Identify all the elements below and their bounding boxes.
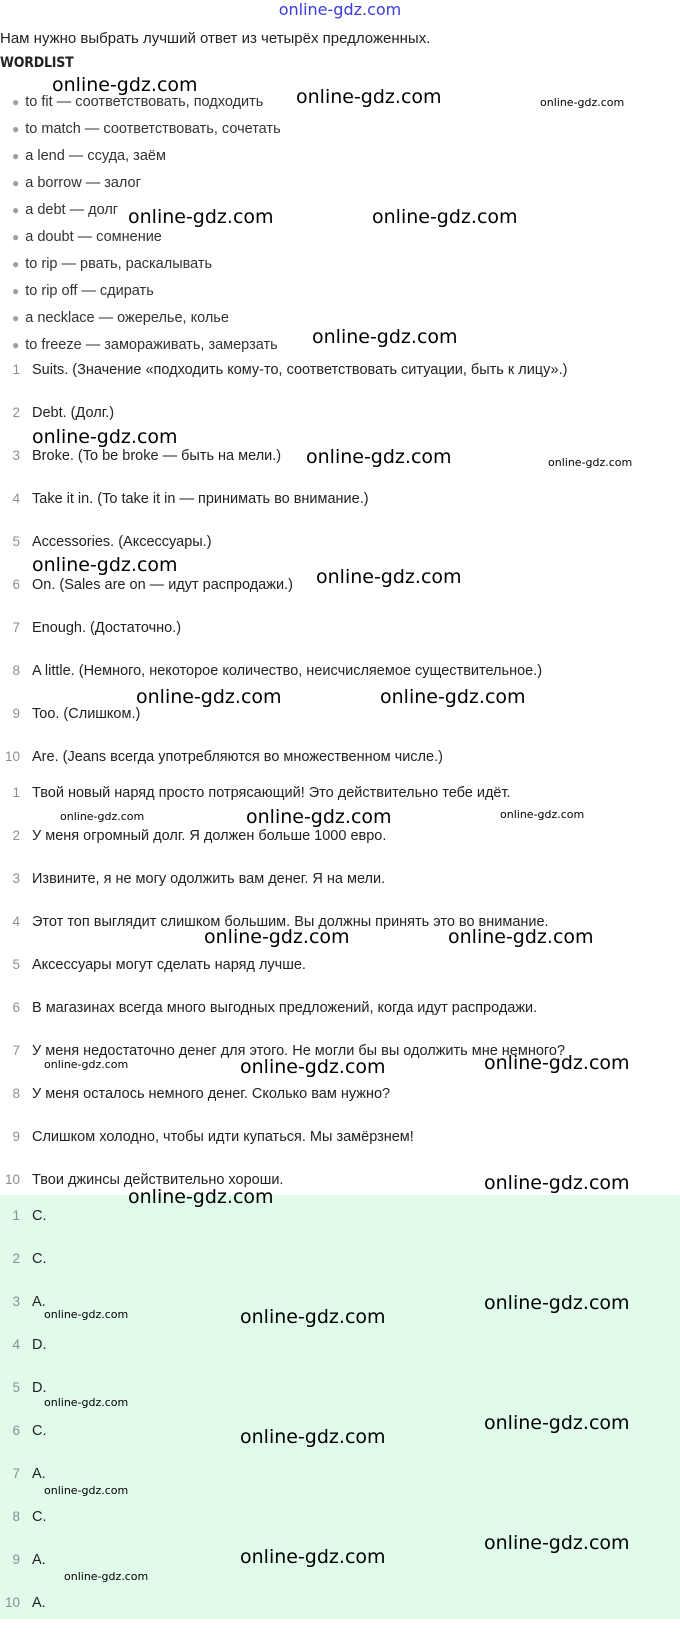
watermark: online-gdz.com bbox=[246, 806, 392, 828]
watermark: online-gdz.com bbox=[44, 1308, 129, 1321]
explanation-row: 5 Accessories. (Аксессуары.) bbox=[12, 534, 212, 550]
bullet-icon: ● bbox=[12, 203, 20, 217]
watermark: online-gdz.com bbox=[44, 1396, 129, 1409]
wordlist-item: ● a debt — долг bbox=[12, 202, 119, 218]
bullet-icon: ● bbox=[12, 176, 20, 190]
watermark: online-gdz.com bbox=[548, 456, 633, 469]
explanation-row: 4 Take it in. (To take it in — принимать во внимание.) bbox=[12, 491, 369, 507]
wordlist-item: ● to rip — рвать, раскалывать bbox=[12, 256, 213, 272]
watermark: online-gdz.com bbox=[306, 446, 452, 468]
bullet-icon: ● bbox=[12, 230, 20, 244]
translation-row: 2 У меня огромный долг. Я должен больше 1000 евро. bbox=[12, 828, 387, 844]
answer-row: 8 C. bbox=[12, 1509, 47, 1525]
explanation-row: 8 A little. (Немного, некоторое количество, неисчисляемое существительное.) bbox=[12, 663, 543, 679]
answer-row: 7 A. bbox=[12, 1466, 46, 1482]
watermark: online-gdz.com bbox=[500, 808, 585, 821]
wordlist-item: ● a necklace — ожерелье, колье bbox=[12, 310, 229, 326]
translation-row: 10 Твои джинсы действительно хороши. bbox=[4, 1172, 284, 1188]
explanation-row: 3 Broke. (To be broke — быть на мели.) bbox=[12, 448, 282, 464]
watermark: online-gdz.com bbox=[128, 206, 274, 228]
wordlist-item: ● to rip off — сдирать bbox=[12, 283, 154, 299]
translation-row: 6 В магазинах всегда много выгодных предложений, когда идут распродажи. bbox=[12, 1000, 538, 1016]
wordlist-item: ● a doubt — сомнение bbox=[12, 229, 162, 245]
bullet-icon: ● bbox=[12, 122, 20, 136]
explanation-row: 2 Debt. (Долг.) bbox=[12, 405, 115, 421]
translation-row: 7 У меня недостаточно денег для этого. Не могли бы вы одолжить мне немного? bbox=[12, 1043, 566, 1059]
watermark: online-gdz.com bbox=[312, 326, 458, 348]
bullet-icon: ● bbox=[12, 257, 20, 271]
explanation-row: 1 Suits. (Значение «подходить кому-то, соответствовать ситуации, быть к лицу».) bbox=[12, 362, 568, 378]
watermark: online-gdz.com bbox=[52, 74, 198, 96]
answer-row: 10 A. bbox=[4, 1595, 46, 1611]
intro-text: Нам нужно выбрать лучший ответ из четырёх предложенных. bbox=[0, 30, 431, 47]
translation-row: 5 Аксессуары могут сделать наряд лучше. bbox=[12, 957, 306, 973]
watermark: online-gdz.com bbox=[32, 554, 178, 576]
translation-row: 9 Слишком холодно, чтобы идти купаться. Мы замёрзнем! bbox=[12, 1129, 414, 1145]
translation-row: 8 У меня осталось немного денег. Сколько вам нужно? bbox=[12, 1086, 391, 1102]
wordlist-item: ● a lend — ссуда, заём bbox=[12, 148, 166, 164]
watermark: online-gdz.com bbox=[240, 1546, 386, 1568]
watermark: online-gdz.com bbox=[484, 1412, 630, 1434]
watermark: online-gdz.com bbox=[484, 1172, 630, 1194]
wordlist-item: ● to freeze — замораживать, замерзать bbox=[12, 337, 278, 353]
watermark: online-gdz.com bbox=[32, 426, 178, 448]
bullet-icon: ● bbox=[12, 149, 20, 163]
watermark: online-gdz.com bbox=[44, 1058, 129, 1071]
wordlist-heading: WORDLIST bbox=[0, 55, 74, 71]
watermark: online-gdz.com bbox=[204, 926, 350, 948]
watermark: online-gdz.com bbox=[316, 566, 462, 588]
answer-row: 9 A. bbox=[12, 1552, 46, 1568]
watermark: online-gdz.com bbox=[60, 810, 145, 823]
explanation-row: 9 Too. (Слишком.) bbox=[12, 706, 141, 722]
translation-row: 1 Твой новый наряд просто потрясающий! Это действительно тебе идёт. bbox=[12, 785, 511, 801]
explanation-row: 6 On. (Sales are on — идут распродажи.) bbox=[12, 577, 293, 593]
explanation-row: 10 Are. (Jeans всегда употребляются во множественном числе.) bbox=[4, 749, 443, 765]
watermark: online-gdz.com bbox=[372, 206, 518, 228]
watermark: online-gdz.com bbox=[296, 86, 442, 108]
wordlist-item: ● a borrow — залог bbox=[12, 175, 141, 191]
answer-row: 2 C. bbox=[12, 1251, 47, 1267]
watermark: online-gdz.com bbox=[540, 96, 625, 109]
answer-row: 4 D. bbox=[12, 1337, 47, 1353]
watermark: online-gdz.com bbox=[484, 1292, 630, 1314]
watermark: online-gdz.com bbox=[240, 1426, 386, 1448]
bullet-icon: ● bbox=[12, 338, 20, 352]
watermark: online-gdz.com bbox=[484, 1532, 630, 1554]
watermark: online-gdz.com bbox=[128, 1186, 274, 1208]
answer-row: 1 C. bbox=[12, 1208, 47, 1224]
bullet-icon: ● bbox=[12, 95, 20, 109]
wordlist-item: ● to fit — соответствовать, подходить bbox=[12, 94, 264, 110]
explanation-row: 7 Enough. (Достаточно.) bbox=[12, 620, 182, 636]
answer-row: 5 D. bbox=[12, 1380, 47, 1396]
bullet-icon: ● bbox=[12, 311, 20, 325]
answer-row: 6 C. bbox=[12, 1423, 47, 1439]
watermark: online-gdz.com bbox=[240, 1306, 386, 1328]
watermark: online-gdz.com bbox=[240, 1056, 386, 1078]
watermark: online-gdz.com bbox=[448, 926, 594, 948]
watermark: online-gdz.com bbox=[380, 686, 526, 708]
answer-row: 3 A. bbox=[12, 1294, 46, 1310]
watermark: online-gdz.com bbox=[44, 1484, 129, 1497]
watermark: online-gdz.com bbox=[136, 686, 282, 708]
site-logo[interactable]: online-gdz.com bbox=[278, 0, 402, 19]
translation-row: 3 Извините, я не могу одолжить вам денег. Я на мели. bbox=[12, 871, 386, 887]
watermark: online-gdz.com bbox=[484, 1052, 630, 1074]
watermark: online-gdz.com bbox=[64, 1570, 149, 1583]
translation-row: 4 Этот топ выглядит слишком большим. Вы должны принять это во внимание. bbox=[12, 914, 549, 930]
wordlist-item: ● to match — соответствовать, сочетать bbox=[12, 121, 281, 137]
bullet-icon: ● bbox=[12, 284, 20, 298]
